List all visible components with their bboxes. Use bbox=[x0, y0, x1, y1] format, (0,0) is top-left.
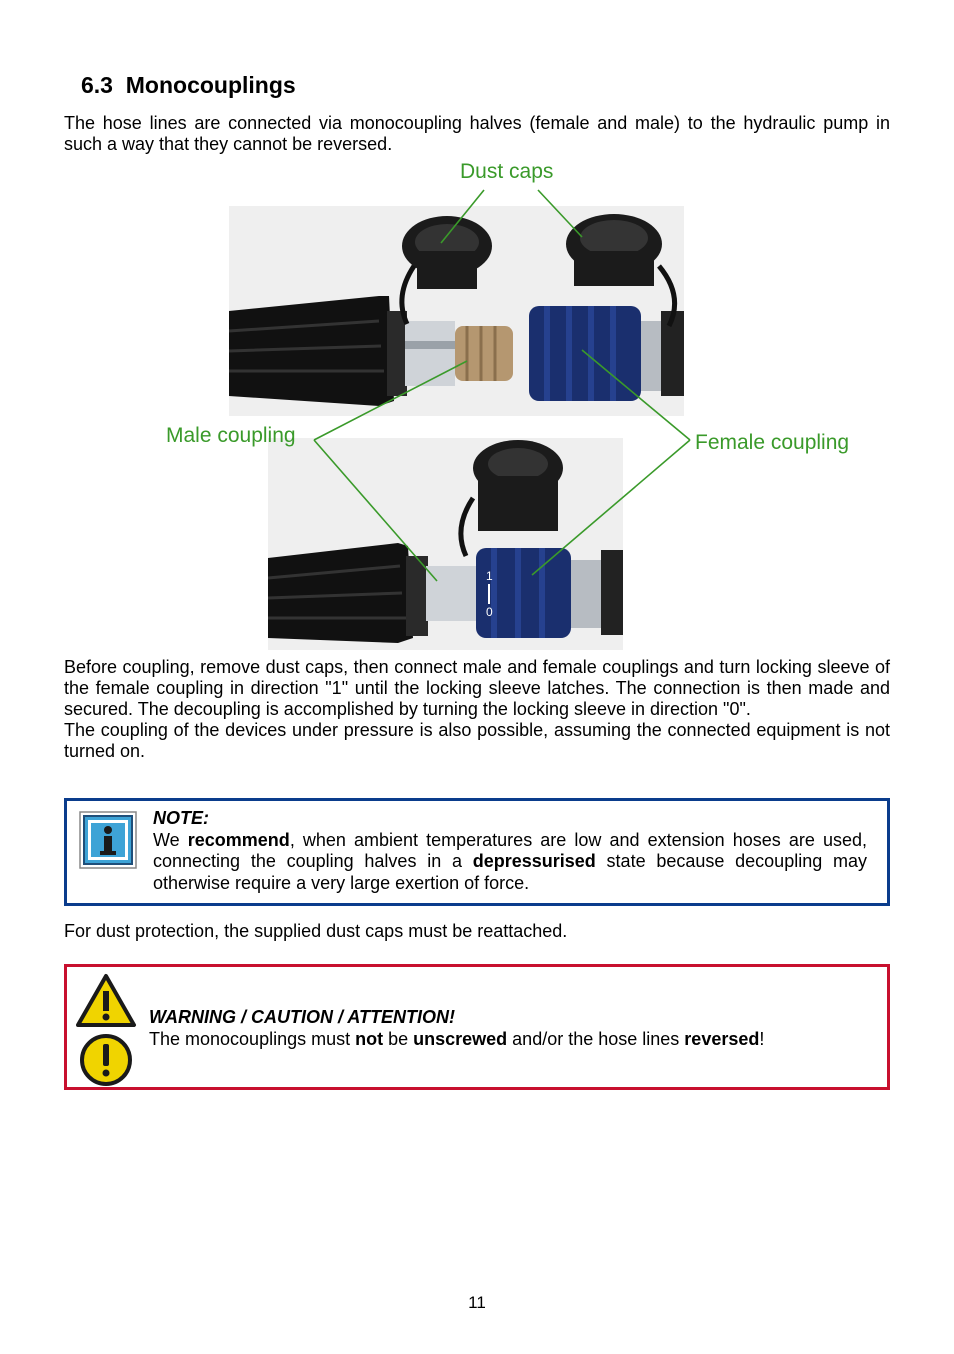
note-content bbox=[153, 808, 867, 894]
intro-paragraph bbox=[64, 113, 890, 155]
warning-bold-reversed: reversed bbox=[684, 1028, 760, 1049]
callout-lines bbox=[0, 150, 954, 655]
body-paragraphs bbox=[64, 657, 890, 762]
warning-bold-not: not bbox=[355, 1028, 384, 1049]
note-title: NOTE: bbox=[153, 808, 209, 828]
note-bold-recommend: recommend bbox=[187, 829, 290, 850]
label-male-coupling: Male coupling bbox=[166, 424, 296, 447]
coupling-figure bbox=[0, 150, 954, 655]
scale-mark-1: 1 bbox=[486, 569, 493, 583]
dust-note-text: For dust protection, the supplied dust caps must be reattached. bbox=[64, 921, 568, 941]
note-bold-depressurised: depressurised bbox=[472, 851, 596, 871]
section-title: Monocouplings bbox=[125, 72, 296, 98]
section-heading bbox=[81, 72, 296, 99]
section-number: 6.3 bbox=[81, 72, 113, 98]
label-female-coupling: Female coupling bbox=[695, 431, 850, 454]
exclamation-circle-icon bbox=[79, 1033, 133, 1087]
note-box bbox=[64, 798, 890, 906]
info-icon bbox=[79, 811, 137, 869]
page-number: 11 bbox=[468, 1293, 486, 1312]
warning-title: WARNING / CAUTION / ATTENTION! bbox=[149, 1007, 455, 1027]
warning-bold-unscrewed: unscrewed bbox=[413, 1028, 508, 1049]
body-paragraph-2: The coupling of the devices under pressure is also possible, assuming the connected equipment is not turned on. bbox=[64, 720, 890, 761]
intro-text: The hose lines are connected via monocoupling halves (female and male) to the hydraulic pump in such a way that they cannot be reversed. bbox=[64, 113, 890, 154]
label-dust-caps: Dust caps bbox=[460, 160, 554, 183]
warning-text: The monocouplings must not be unscrewed and/or the hose lines reversed! bbox=[149, 1028, 765, 1049]
dust-note bbox=[64, 921, 890, 942]
note-text: We recommend, when ambient temperatures are low and extension hoses are used, connecting the coupling halves in a depressurised state because decoupling may otherwise require a very large exertion of force. bbox=[153, 829, 867, 893]
scale-mark-0: 0 bbox=[486, 605, 493, 619]
warning-content bbox=[149, 1007, 879, 1050]
warning-triangle-icon bbox=[75, 973, 137, 1029]
body-paragraph-1: Before coupling, remove dust caps, then connect male and female couplings and turn locking sleeve of the female coupling in direction "1" until the locking sleeve latches. The connection is then made and secured. The decoupling is accomplished by turning the locking sleeve in direction "0". bbox=[64, 657, 890, 719]
warning-box bbox=[64, 964, 890, 1090]
